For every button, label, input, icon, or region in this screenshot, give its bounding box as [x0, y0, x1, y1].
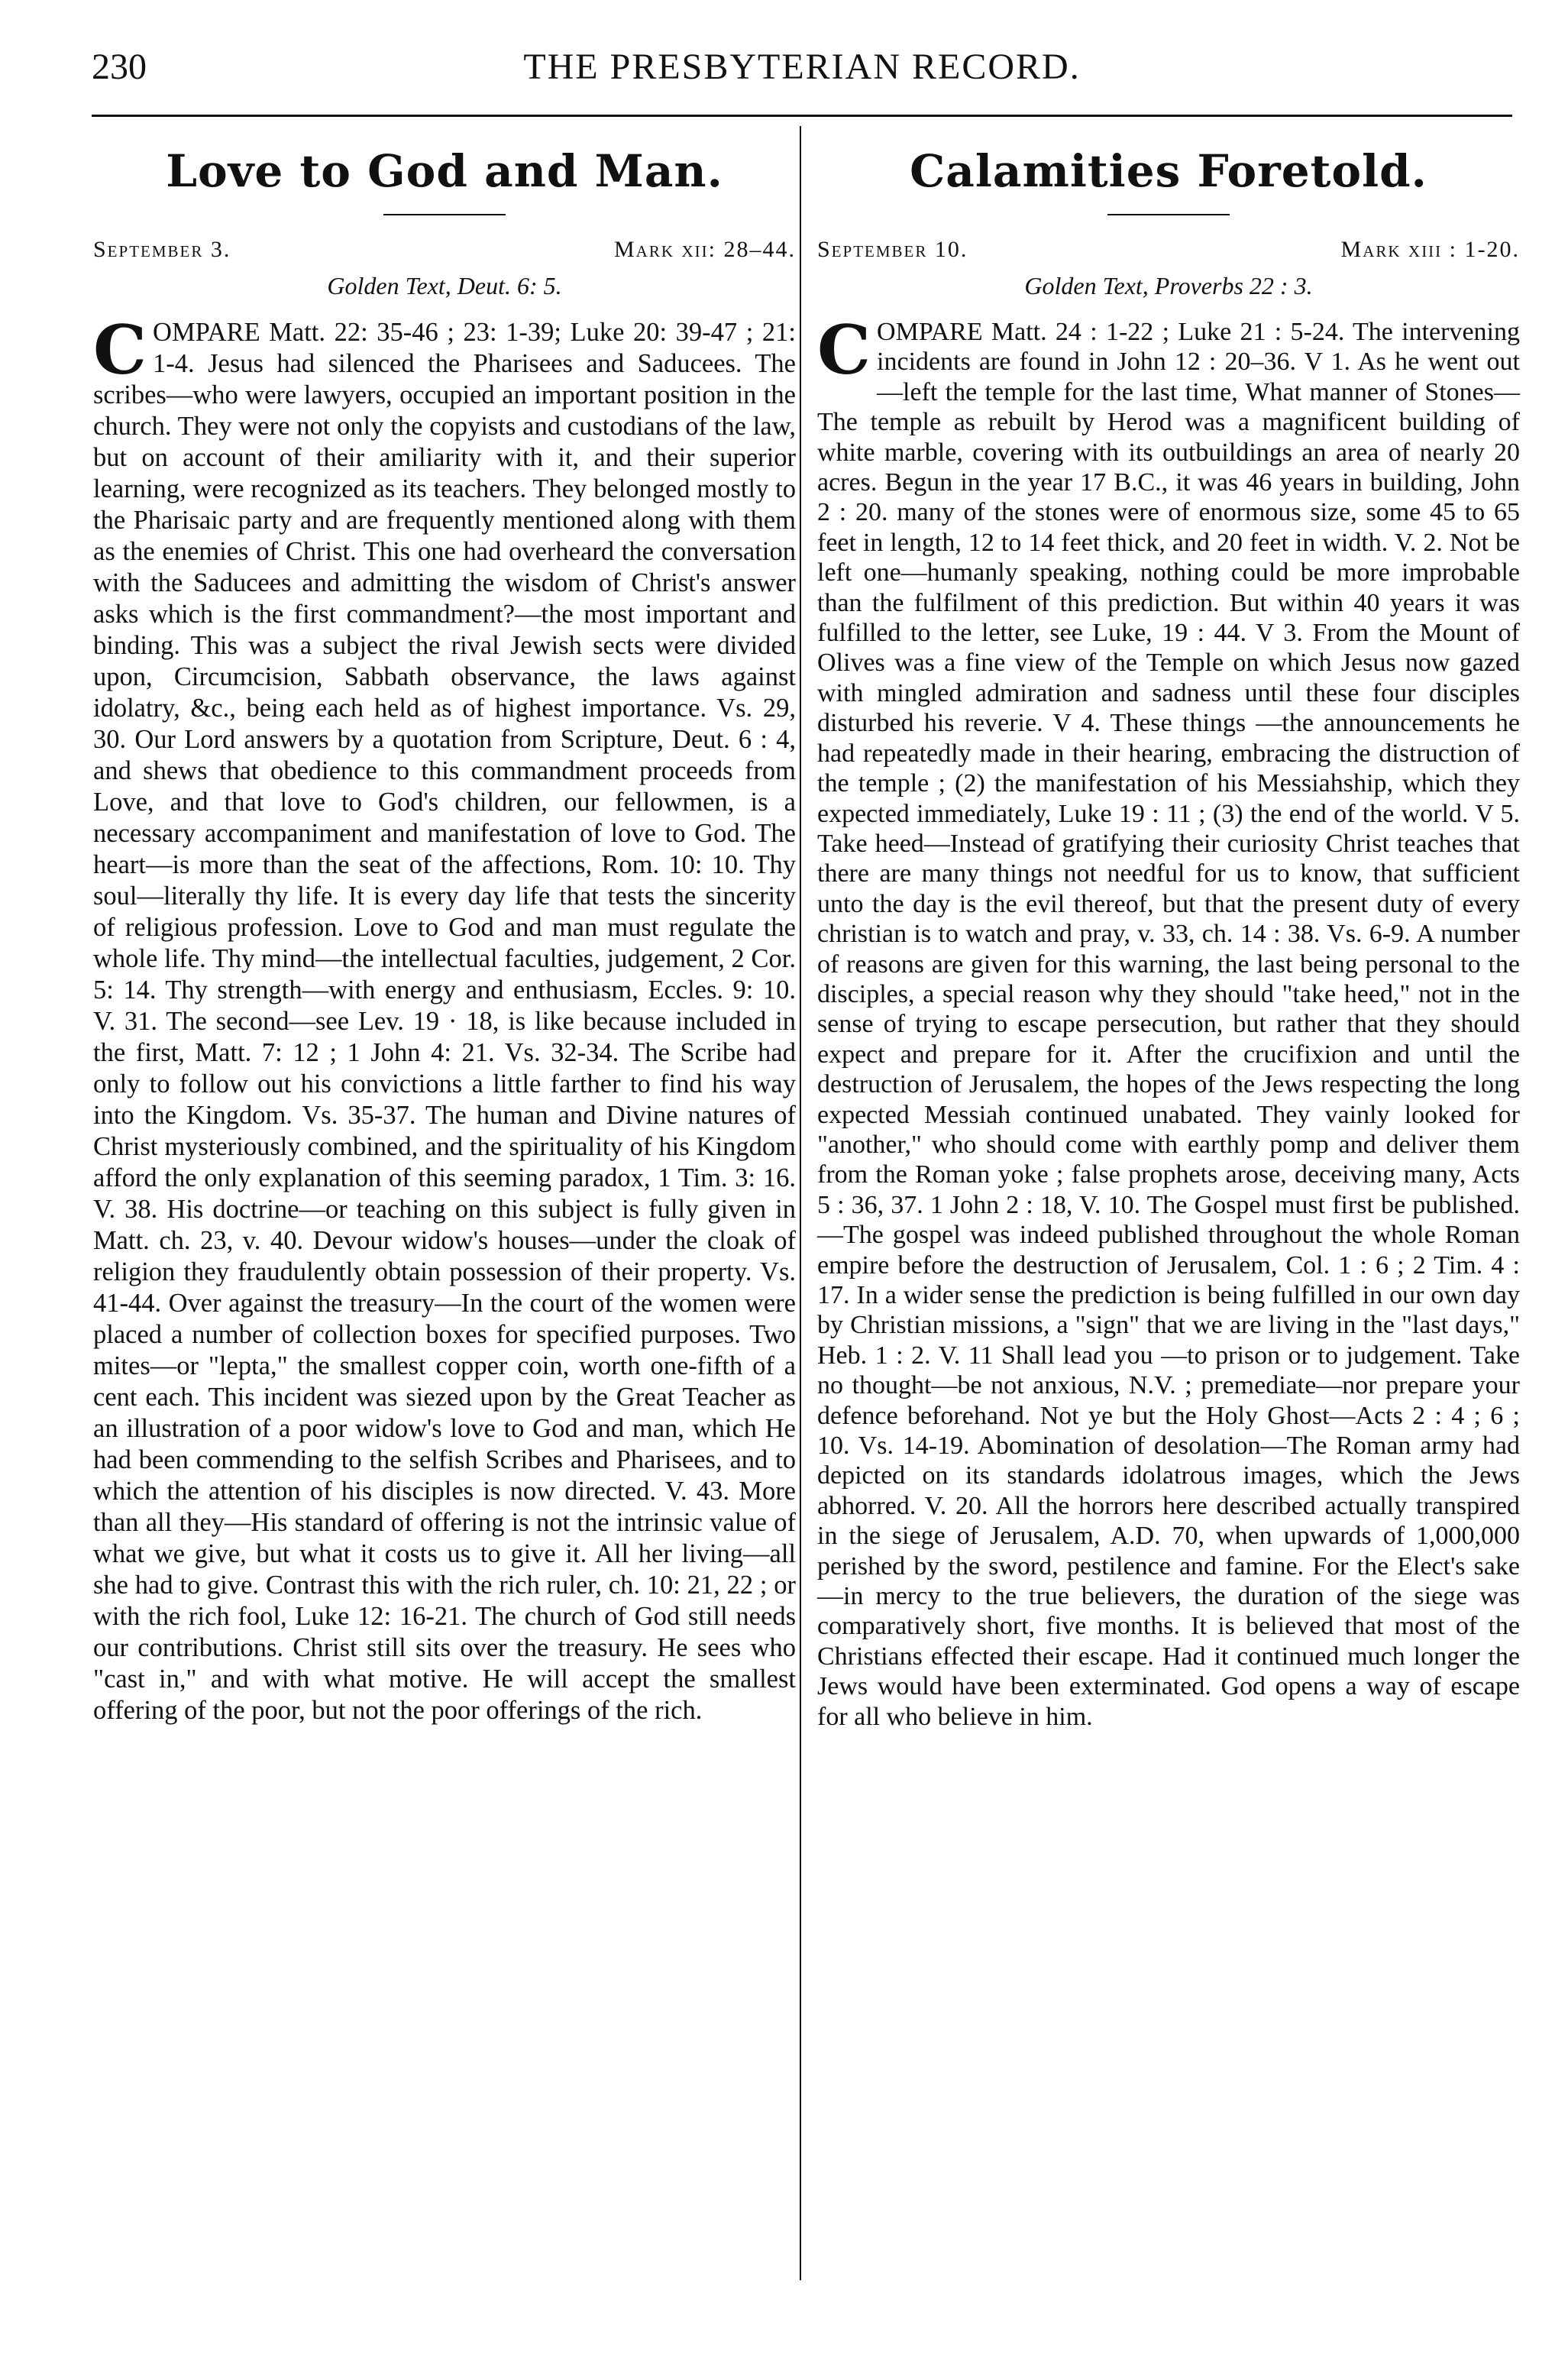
title-rule [1107, 214, 1230, 215]
lesson-column-right [817, 138, 1520, 1732]
scripture-reference: Mark xiii : 1-20. [1340, 237, 1520, 262]
header-rule [92, 115, 1512, 117]
drop-cap: C [817, 310, 871, 390]
column-divider [800, 126, 801, 2280]
lesson-meta [817, 237, 1520, 263]
lesson-body-text: OMPARE Matt. 24 : 1-22 ; Luke 21 : 5-24. The intervening incidents are found in John 12 : 20–36. V 1. As he went out—left the temple for the last time, What manner of Stones—The temple as rebuilt by Herod was a magnificent building of white marble, covering with its outbuildings an area of nearly 20 acres. Begun in the year 17 B.C., it was 46 years in building, John 2 : 20. many of the stones were of enormous size, some 45 to 65 feet in length, 12 to 14 feet thick, and 20 feet in width. V. 2. Not be left one—humanly speaking, nothing could be more improbable than the fulfilment of this prediction. But within 40 years it was fulfilled to the letter, see Luke, 19 : 44. V 3. From the Mount of Olives was a fine view of the Temple on which Jesus now gazed with mingled admiration and sadness until these four disciples disturbed his reverie. V 4. These things —the announcements he had repeatedly made in their hearing, embracing the distruction of the temple ; (2) the manifestation of his Messiahship, which they expected immediately, Luke 19 : 11 ; (3) the end of the world. V 5. Take heed—Instead of gratifying their curiosity Christ teaches that there are many things not needful for us to know, that sufficient unto the day is the evil thereof, but that the present duty of every christian is to watch and pray, v. 33, ch. 14 : 38. Vs. 6-9. A number of reasons are given for this warning, the last being personal to the disciples, a special reason why they should "take heed," not in the sense of trying to escape persecution, but rather that they should expect and prepare for it. After the crucifixion and until the destruction of Jerusalem, the hopes of the Jews respecting the long expected Messiah continued unabated. They vainly looked for "another," who should come with earthly pomp and deliver them from the Roman yoke ; false prophets arose, deceiving many, Acts 5 : 36, 37. 1 John 2 : 18, V. 10. The Gospel must first be published.—The gospel was indeed published throughout the whole Roman empire before the destruction of Jerusalem, Col. 1 : 6 ; 2 Tim. 4 : 17. In a wider sense the prediction is being fulfilled in our own day by Christian missions, a "sign" that we are living in the "last days," Heb. 1 : 2. V. 11 Shall lead you —to prison or to judgement. Take no thought—be not anxious, N.V. ; premediate—nor prepare your defence beforehand. Not ye but the Holy Ghost—Acts 2 : 4 ; 6 ; 10. Vs. 14-19. Abomination of desolation—The Roman army had depicted on its standards idolatrous images, which the Jews abhorred. V. 20. All the horrors here described actually transpired in the siege of Jerusalem, A.D. 70, when upwards of 1,000,000 perished by the sword, pestilence and famine. For the Elect's sake —in mercy to the true believers, the duration of the siege was comparatively short, five months. It is believed that most of the Christians effected their escape. Had it continued much longer the Jews would have been exterminated. God opens a way of escape for all who believe in him. [817, 318, 1520, 1731]
lesson-body [817, 310, 1520, 1732]
lesson-column-left [93, 138, 796, 1726]
publication-title: THE PRESBYTERIAN RECORD. [523, 47, 1081, 87]
golden-text: Golden Text, Deut. 6: 5. [327, 272, 562, 299]
lesson-date: September 3. [93, 237, 231, 262]
page-number: 230 [92, 47, 147, 87]
lesson-body [93, 310, 796, 1726]
lesson-meta [93, 237, 796, 263]
lesson-title: Calamities Foretold. [910, 145, 1427, 197]
lesson-date: September 10. [817, 237, 968, 262]
scripture-reference: Mark xii: 28–44. [614, 237, 796, 262]
title-rule [383, 214, 506, 215]
drop-cap: C [93, 310, 147, 390]
golden-text: Golden Text, Proverbs 22 : 3. [1024, 272, 1313, 299]
lesson-body-text: OMPARE Matt. 22: 35-46 ; 23: 1-39; Luke 20: 39-47 ; 21: 1-4. Jesus had silenced the Pharisees and Saducees. The scribes—who were lawyers, occupied an important position in the church. They were not only the copyists and custodians of the law, but on account of their amiliarity with it, and their superior learning, were recognized as its teachers. They belonged mostly to the Pharisaic party and are frequently mentioned along with them as the enemies of Christ. This one had overheard the conversation with the Saducees and admitting the wisdom of Christ's answer asks which is the first commandment?—the most important and binding. This was a subject the rival Jewish sects were divided upon, Circumcision, Sabbath observance, the laws against idolatry, &c., being each held as of highest importance. Vs. 29, 30. Our Lord answers by a quotation from Scripture, Deut. 6 : 4, and shews that obedience to this commandment proceeds from Love, and that love to God's children, our fellowmen, is a necessary accompaniment and manifestation of love to God. The heart—is more than the seat of the affections, Rom. 10: 10. Thy soul—literally thy life. It is every day life that tests the sincerity of religious profession. Love to God and man must regulate the whole life. Thy mind—the intellectual faculties, judgement, 2 Cor. 5: 14. Thy strength—with energy and enthusiasm, Eccles. 9: 10. V. 31. The second—see Lev. 19 · 18, is like because included in the first, Matt. 7: 12 ; 1 John 4: 21. Vs. 32-34. The Scribe had only to follow out his convictions a little farther to find his way into the Kingdom. Vs. 35-37. The human and Divine natures of Christ mysteriously combined, and the spirituality of his Kingdom afford the only explanation of this seeming paradox, 1 Tim. 3: 16. V. 38. His doctrine—or teaching on this subject is fully given in Matt. ch. 23, v. 40. Devour widow's houses—under the cloak of religion they fraudulently obtain possession of their property. Vs. 41-44. Over against the treasury—In the court of the women were placed a number of collection boxes for specified purposes. Two mites—or "lepta," the smallest copper coin, worth one-fifth of a cent each. This incident was siezed upon by the Great Teacher as an illustration of a poor widow's love to God and man, which He had been commending to the selfish Scribes and Pharisees, and to which the attention of his disciples is now directed. V. 43. More than all they—His standard of offering is not the intrinsic value of what we give, but what it costs us to give it. All her living—all she had to give. Contrast this with the rich ruler, ch. 10: 21, 22 ; or with the rich fool, Luke 12: 16-21. The church of God still needs our contributions. Christ still sits over the treasury. He sees who "cast in," and with what motive. He will accept the smallest offering of the poor, but not the poor offerings of the rich. [93, 318, 796, 1725]
lesson-title: Love to God and Man. [166, 145, 723, 197]
page-header [92, 46, 1512, 99]
